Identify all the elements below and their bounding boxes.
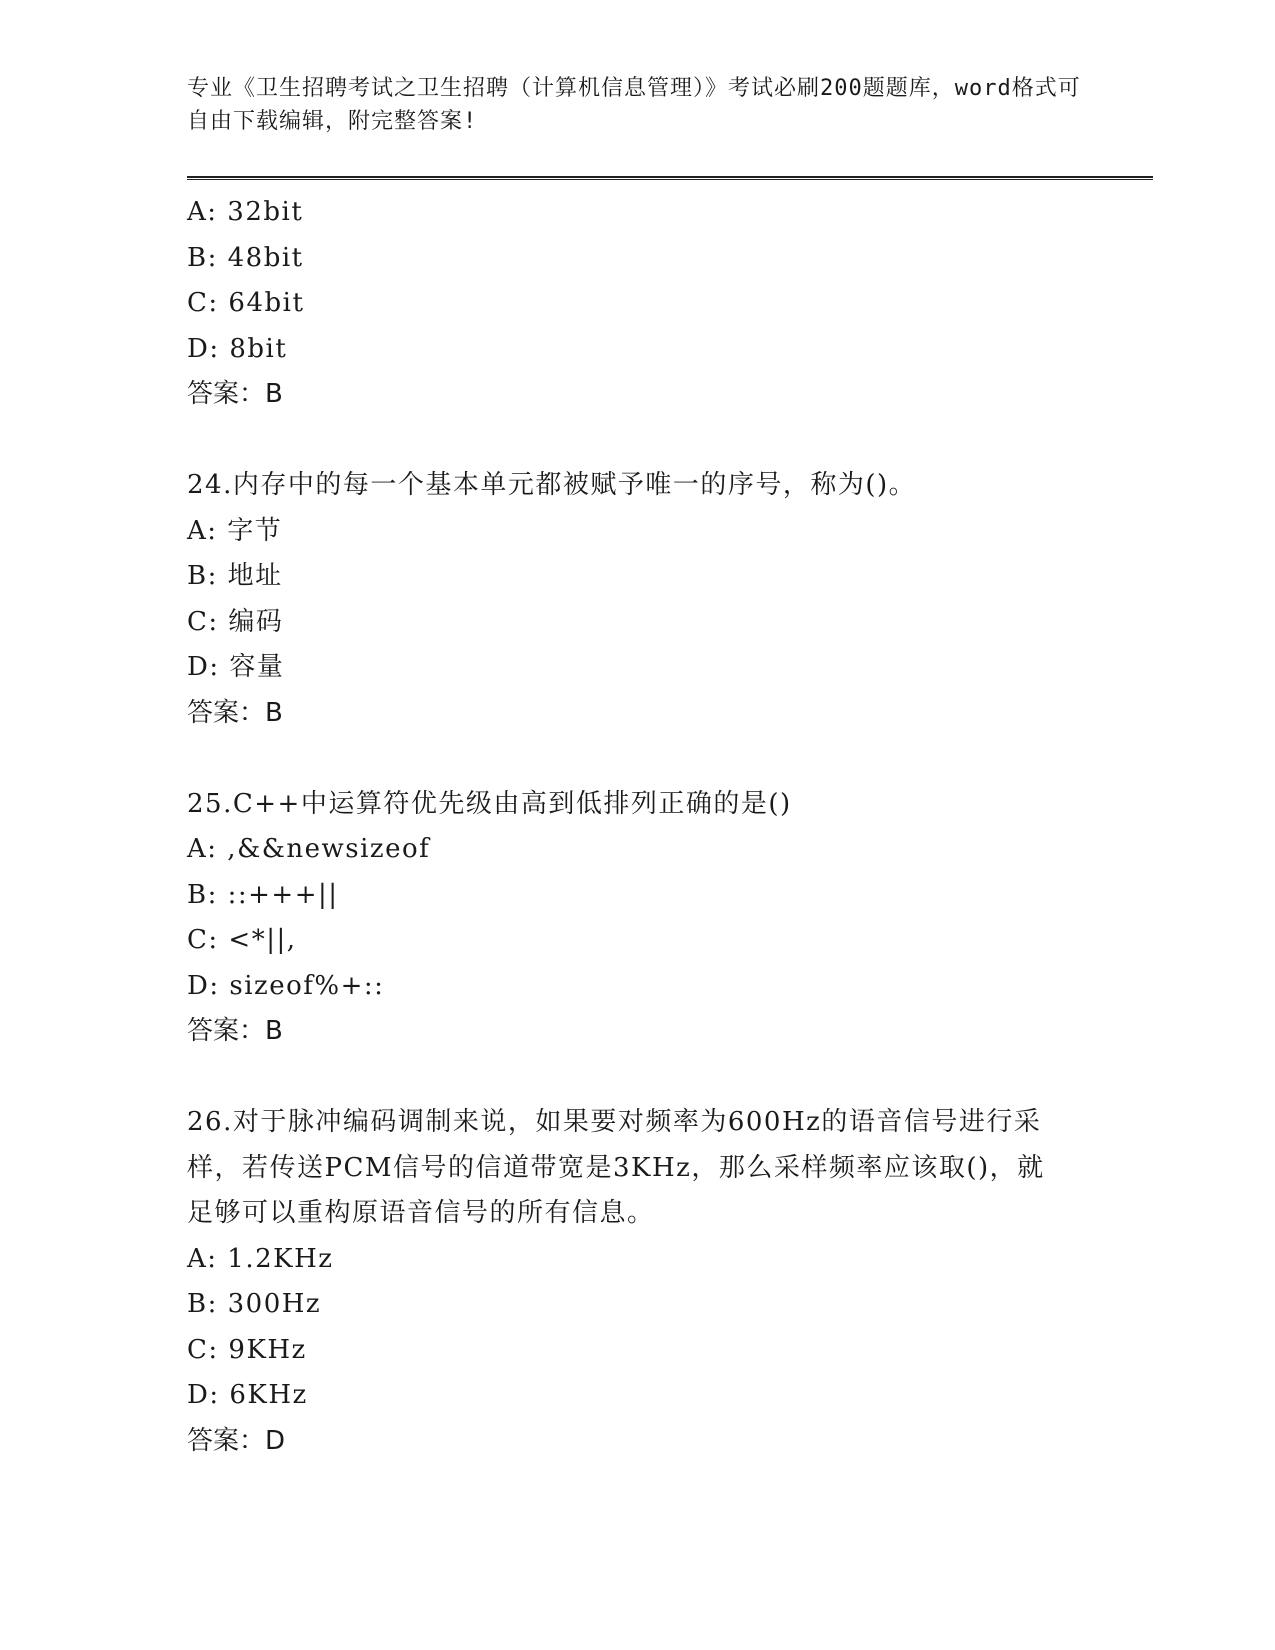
question-24 (187, 463, 1087, 736)
option-b: B: 地址 (187, 561, 283, 591)
question-spacer (187, 1055, 1087, 1101)
answer-line: 答案：B (187, 1016, 283, 1046)
option-d: D: sizeof%+:: (187, 970, 385, 1001)
question-26 (187, 1100, 1087, 1464)
question-text: 25.C++中运算符优先级由高到低排列正确的是() (187, 788, 792, 819)
option-a: A: 字节 (187, 515, 283, 546)
option-c: C: 64bit (187, 288, 305, 318)
question-text: 24.内存中的每一个基本单元都被赋予唯一的序号，称为()。 (187, 470, 917, 500)
option-a: A: 1.2KHz (187, 1243, 334, 1274)
option-a: A: ,&&newsizeof (187, 834, 431, 864)
option-d: D: 容量 (187, 652, 285, 682)
answer-line: 答案：D (187, 1425, 286, 1456)
option-c: C: 9KHz (187, 1334, 307, 1365)
option-b: B: 48bit (187, 242, 304, 273)
header-divider (187, 176, 1153, 180)
document-header: 专业《卫生招聘考试之卫生招聘（计算机信息管理）》考试必刷200题题库，word格式可自由下载编辑，附完整答案! (187, 76, 1081, 134)
question-25 (187, 782, 1087, 1055)
option-c: C: <*||, (187, 925, 297, 955)
option-b: B: ::+++|| (187, 879, 339, 910)
question-list (187, 190, 1087, 1464)
answer-line: 答案：B (187, 697, 283, 728)
question-23 (187, 190, 1087, 418)
option-b: B: 300Hz (187, 1289, 322, 1319)
question-spacer (187, 736, 1087, 782)
option-a: A: 32bit (187, 197, 304, 227)
option-c: C: 编码 (187, 606, 284, 637)
option-d: D: 8bit (187, 333, 288, 364)
answer-line: 答案：B (187, 379, 283, 409)
question-spacer (187, 418, 1087, 464)
question-text: 26.对于脉冲编码调制来说，如果要对频率为600Hz的语音信号进行采样，若传送PCM信号的信道带宽是3KHz，那么采样频率应该取()，就足够可以重构原语音信号的所有信息。 (187, 1107, 1045, 1228)
option-d: D: 6KHz (187, 1380, 308, 1410)
